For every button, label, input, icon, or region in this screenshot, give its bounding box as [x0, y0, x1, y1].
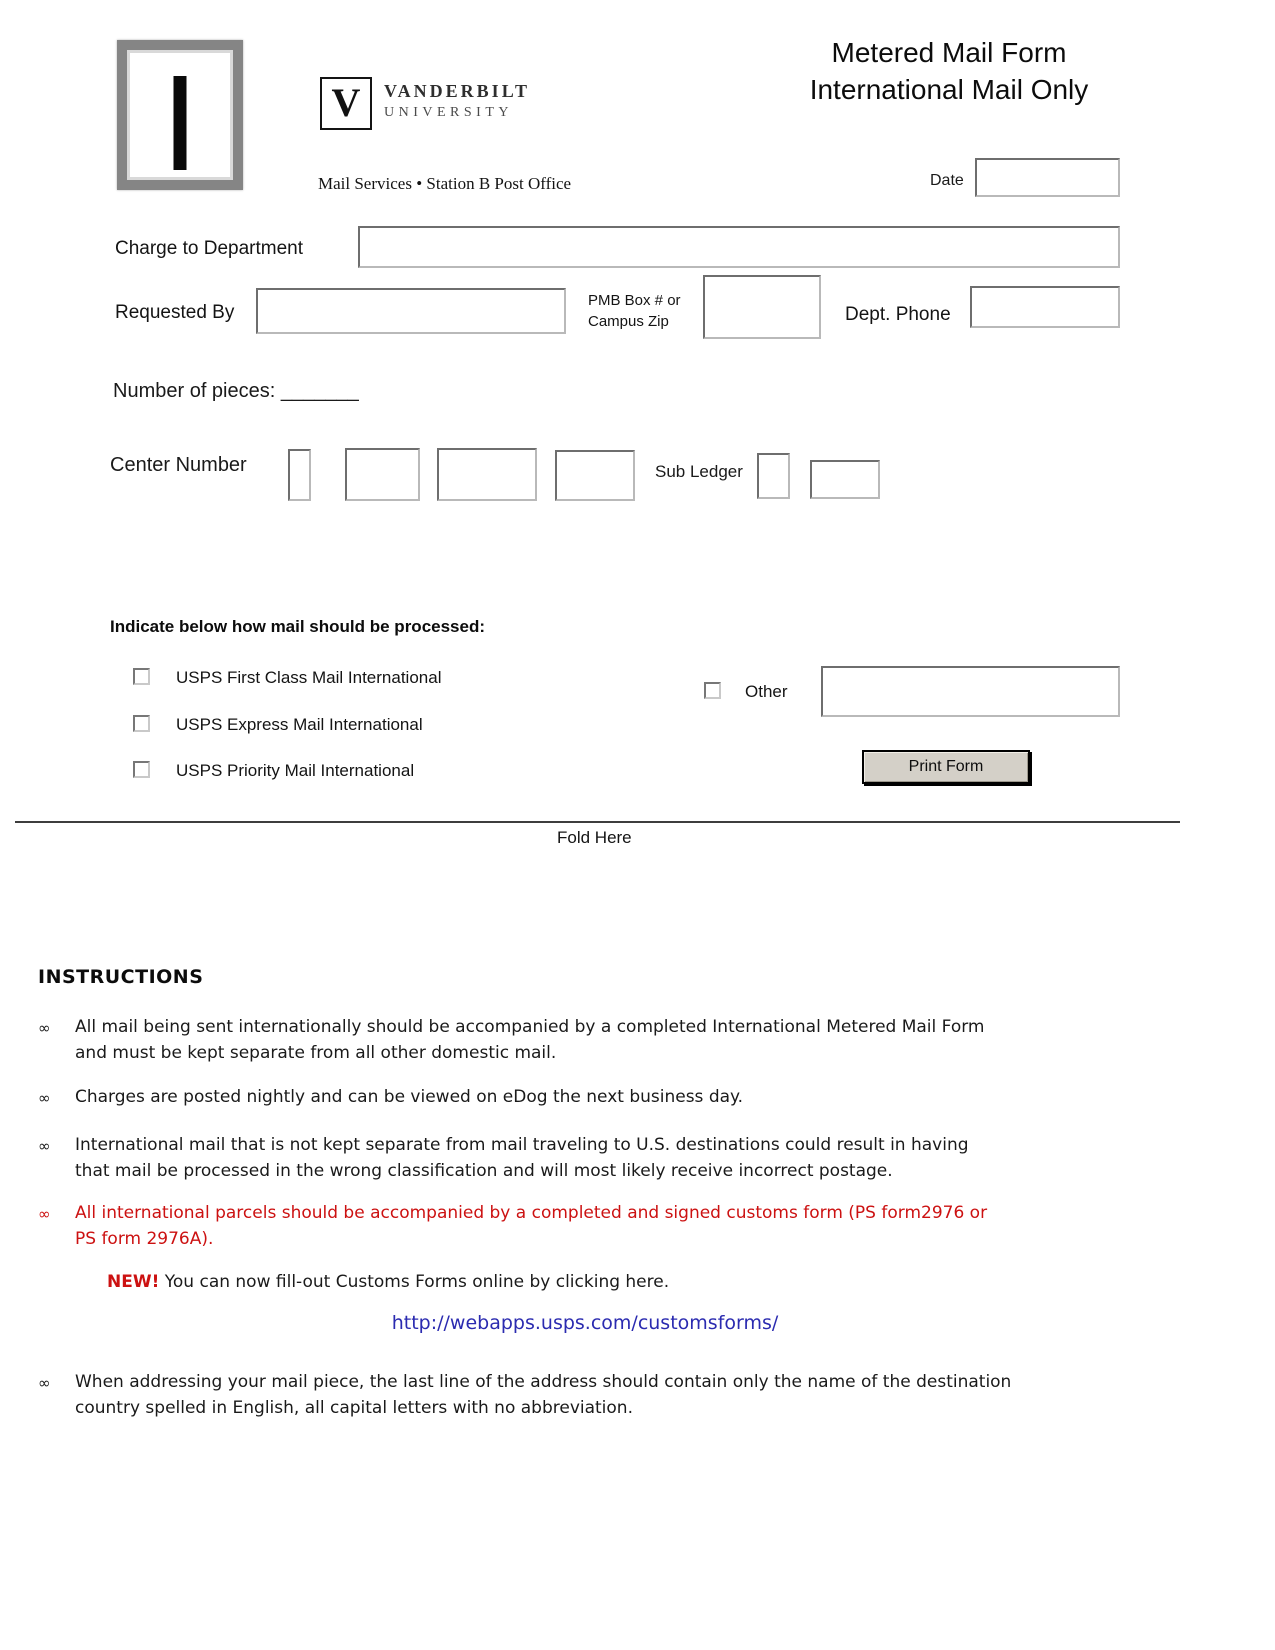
- dept-phone-input[interactable]: [970, 286, 1120, 328]
- instruction-bullet-3-line2: that mail be processed in the wrong classification and will most likely receive incorrect postage.: [75, 1161, 893, 1181]
- new-badge: NEW!: [107, 1272, 160, 1292]
- infinity-bullet-icon: ∞: [38, 1205, 51, 1223]
- processing-instructions-header: Indicate below how mail should be processed:: [110, 617, 486, 636]
- pmb-box-label: [588, 290, 681, 332]
- center-number-label: Center Number: [110, 454, 247, 476]
- university-name-line1: VANDERBILT: [384, 81, 531, 101]
- label-usps-express: USPS Express Mail International: [176, 715, 423, 734]
- mail-services-subtitle: Mail Services • Station B Post Office: [318, 174, 572, 193]
- international-mail-logo: [117, 40, 243, 190]
- dept-phone-label: Dept. Phone: [845, 304, 951, 325]
- instruction-bullet-2-line1: Charges are posted nightly and can be viewed on eDog the next business day.: [75, 1087, 744, 1107]
- charge-to-department-label: Charge to Department: [115, 238, 303, 259]
- i-bar-glyph: [174, 76, 187, 170]
- number-of-pieces-label: Number of pieces:: [113, 380, 276, 402]
- other-input[interactable]: [821, 666, 1120, 717]
- instruction-bullet-1-line2: and must be kept separate from all other domestic mail.: [75, 1043, 557, 1063]
- fold-here-label: Fold Here: [557, 828, 632, 847]
- label-usps-priority: USPS Priority Mail International: [176, 761, 415, 780]
- pmb-box-label-line1: PMB Box # or: [588, 292, 681, 309]
- date-label: Date: [930, 172, 964, 189]
- label-other: Other: [745, 682, 788, 701]
- number-of-pieces-blank[interactable]: _______: [280, 380, 359, 402]
- vanderbilt-v-icon: V: [320, 77, 372, 130]
- print-form-button[interactable]: Print Form: [862, 750, 1030, 784]
- center-number-box-3[interactable]: [437, 448, 537, 501]
- infinity-bullet-icon: ∞: [38, 1374, 51, 1392]
- charge-to-department-input[interactable]: [358, 226, 1120, 268]
- checkbox-usps-first-class[interactable]: [133, 668, 150, 685]
- pmb-box-label-line2: Campus Zip: [588, 313, 669, 330]
- instruction-bullet-3-line1: International mail that is not kept separate from mail traveling to U.S. destinations could result in having: [75, 1135, 969, 1155]
- instruction-bullet-4-line2: PS form 2976A).: [75, 1229, 214, 1249]
- sub-ledger-box-2[interactable]: [810, 460, 880, 499]
- infinity-bullet-icon: ∞: [38, 1019, 51, 1037]
- number-of-pieces-row: [113, 380, 359, 403]
- fold-divider-line: [15, 821, 1180, 823]
- infinity-bullet-icon: ∞: [38, 1137, 51, 1155]
- label-usps-first-class: USPS First Class Mail International: [176, 668, 442, 687]
- requested-by-input[interactable]: [256, 288, 566, 334]
- center-number-box-2[interactable]: [345, 448, 420, 501]
- instruction-bullet-5-line1: When addressing your mail piece, the last line of the address should contain only the name of the destination: [75, 1372, 1012, 1392]
- checkbox-usps-express[interactable]: [133, 715, 150, 732]
- university-name-line2: UNIVERSITY: [384, 105, 513, 120]
- checkbox-usps-priority[interactable]: [133, 761, 150, 778]
- date-input[interactable]: [975, 158, 1120, 197]
- new-note-text: You can now fill-out Customs Forms online by clicking here.: [159, 1272, 670, 1292]
- instruction-bullet-5-line2: country spelled in English, all capital letters with no abbreviation.: [75, 1398, 633, 1418]
- form-title-line1: Metered Mail Form: [831, 37, 1067, 68]
- center-number-box-4[interactable]: [555, 450, 635, 501]
- instruction-bullet-1-line1: All mail being sent internationally should be accompanied by a completed International Metered Mail Form: [75, 1017, 985, 1037]
- form-title-line2: International Mail Only: [809, 74, 1089, 105]
- sub-ledger-box-1[interactable]: [757, 453, 790, 499]
- infinity-bullet-icon: ∞: [38, 1089, 51, 1107]
- form-title: [758, 34, 1140, 108]
- instruction-bullet-4-line1: All international parcels should be accompanied by a completed and signed customs form (PS form2976 or: [75, 1203, 988, 1223]
- customs-forms-link[interactable]: http://webapps.usps.com/customsforms/: [391, 1312, 779, 1334]
- pmb-box-input[interactable]: [703, 275, 821, 339]
- vanderbilt-wordmark: [384, 81, 530, 121]
- new-customs-forms-note: [107, 1272, 669, 1292]
- sub-ledger-label: Sub Ledger: [655, 462, 743, 481]
- center-number-box-1[interactable]: [288, 449, 311, 501]
- checkbox-other[interactable]: [704, 682, 721, 699]
- requested-by-label: Requested By: [115, 302, 235, 323]
- instructions-heading: INSTRUCTIONS: [38, 966, 204, 988]
